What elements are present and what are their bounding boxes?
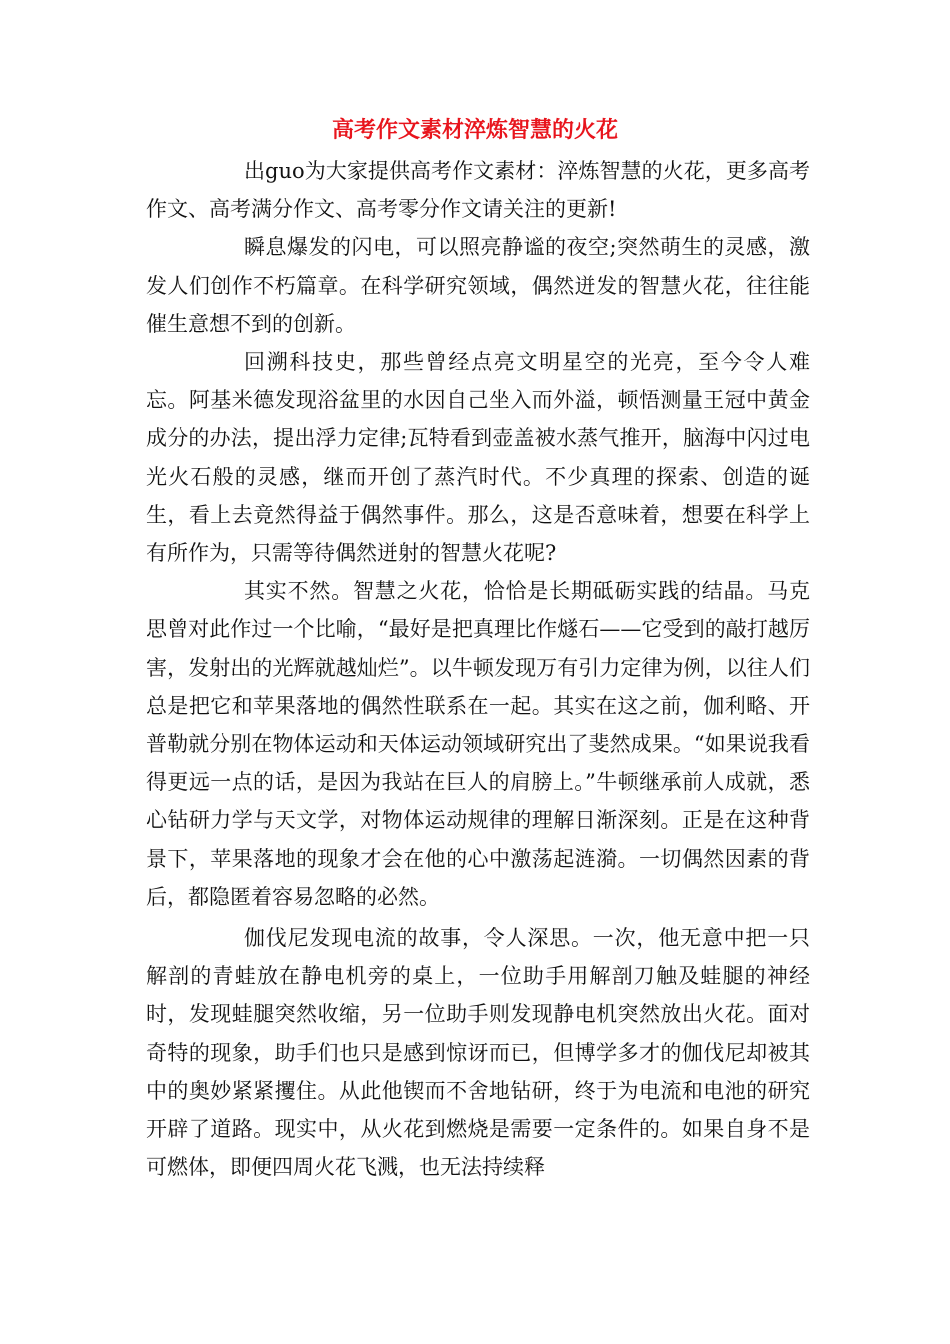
document-title: 高考作文素材淬炼智慧的火花: [331, 117, 618, 143]
paragraph-history: 回溯科技史，那些曾经点亮文明星空的光亮，至今令人难忘。阿基米德发现浴盆里的水因自己坐入而外溢，顿悟测量王冠中黄金成分的办法，提出浮力定律;瓦特看到壶盖被水蒸气推开，脑海中闪过电光火石般的灵感，继而开创了蒸汽时代。不少真理的探索、创造的诞生，看上去竟然得益于偶然事件。那么，这是否意味着，想要在科学上有所作为，只需等待偶然迸射的智慧火花呢?: [146, 350, 810, 566]
paragraph-intro: 出guo为大家提供高考作文素材：淬炼智慧的火花，更多高考作文、高考满分作文、高考零分作文请关注的更新!: [146, 159, 810, 222]
paragraph-galvani: 伽伐尼发现电流的故事，令人深思。一次，他无意中把一只解剖的青蛙放在静电机旁的桌上，一位助手用解剖刀触及蛙腿的神经时，发现蛙腿突然收缩，另一位助手则发现静电机突然放出火花。面对奇特的现象，助手们也只是感到惊讶而已，但博学多才的伽伐尼却被其中的奥妙紧紧攫住。从此他锲而不舍地钻研，终于为电流和电池的研究开辟了道路。现实中，从火花到燃烧是需要一定条件的。如果自身不是可燃体，即便四周火花飞溅，也无法持续释: [146, 926, 810, 1180]
document-body: [146, 152, 810, 1186]
paragraph-spark: 瞬息爆发的闪电，可以照亮静谧的夜空;突然萌生的灵感，激发人们创作不朽篇章。在科学研究领域，偶然迸发的智慧火花，往往能催生意想不到的创新。: [146, 235, 810, 336]
paragraph-practice: 其实不然。智慧之火花，恰恰是长期砥砺实践的结晶。马克思曾对此作过一个比喻，“最好是把真理比作燧石——它受到的敲打越厉害，发射出的光辉就越灿烂”。以牛顿发现万有引力定律为例，以往人们总是把它和苹果落地的偶然性联系在一起。其实在这之前，伽利略、开普勒就分别在物体运动和天体运动领域研究出了斐然成果。“如果说我看得更远一点的话，是因为我站在巨人的肩膀上。”牛顿继承前人成就，悉心钻研力学与天文学，对物体运动规律的理解日渐深刻。正是在这种背景下，苹果落地的现象才会在他的心中激荡起涟漪。一切偶然因素的背后，都隐匿着容易忽略的必然。: [146, 579, 810, 909]
